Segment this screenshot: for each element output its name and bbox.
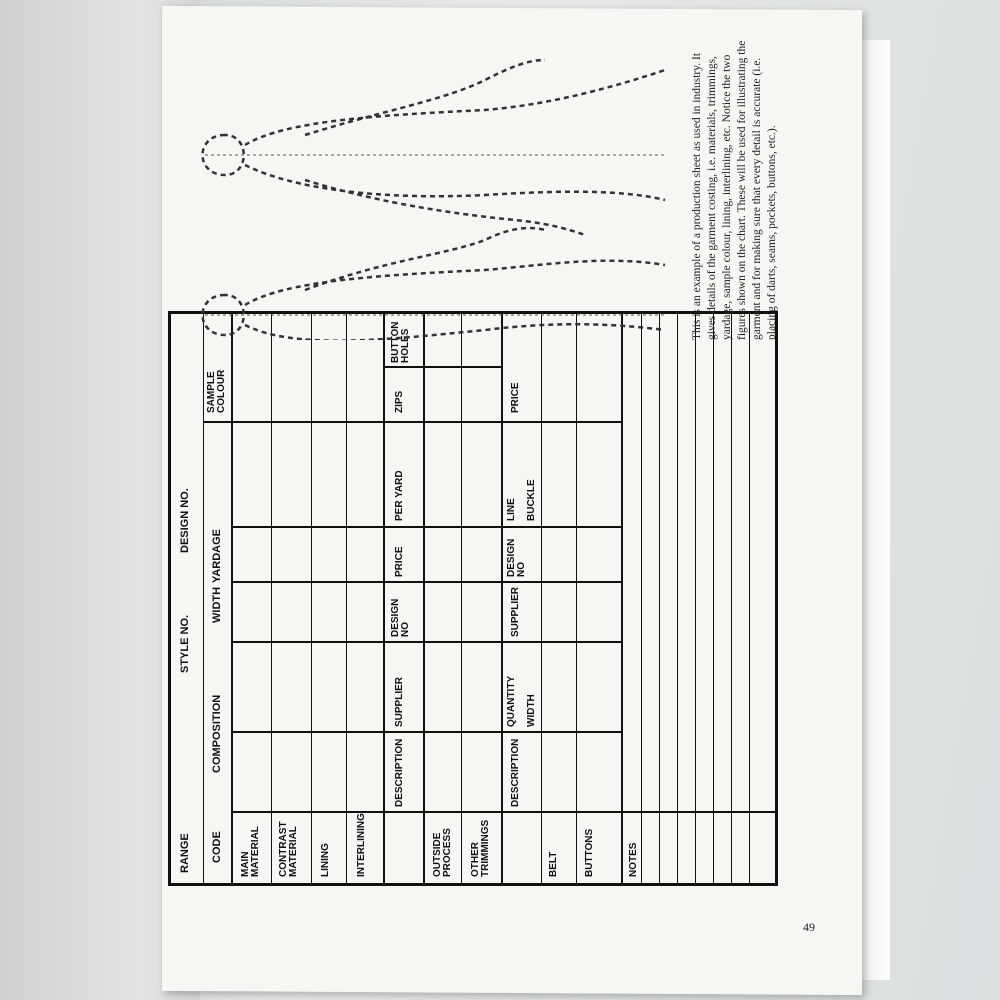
col-price-2: PRICE — [510, 382, 521, 413]
rule — [383, 641, 501, 643]
production-sheet-form — [168, 311, 778, 886]
rule — [501, 731, 621, 733]
row-label-lining: LINING — [320, 843, 331, 877]
notes-line — [695, 314, 696, 883]
rule — [501, 641, 621, 643]
notes-line — [713, 314, 714, 883]
caption: This is an example of a production sheet as used in industry. It gives details of the garment costing, i.e. materials, trimmings, yardage, sample colour, lining, interlining, etc. Notice the two figures shown on the chart. These will be used for illustrating the garment and for making sure that every detail is accurate (i.e. placing of darts, seams, pockets, buttons, etc.). — [691, 40, 778, 340]
rule — [501, 526, 621, 528]
page-number: 49 — [803, 920, 815, 934]
rule — [231, 731, 383, 733]
rule — [311, 314, 312, 883]
rule — [383, 421, 501, 423]
row-label-main-material: MAIN MATERIAL — [240, 826, 261, 877]
rule — [383, 366, 501, 368]
rule — [501, 421, 621, 423]
row-label-notes: NOTES — [628, 842, 639, 877]
caption-text-block — [690, 40, 780, 340]
row-label-other-trimmings: OTHER TRIMMINGS — [470, 819, 491, 877]
rule — [203, 421, 383, 423]
code-label: CODE — [211, 831, 223, 863]
col-quantity: QUANTITY — [506, 675, 517, 727]
rule — [383, 526, 501, 528]
rule — [231, 526, 383, 528]
col-design-no: DESIGN NO — [390, 598, 411, 637]
rule — [501, 581, 621, 583]
rule — [461, 314, 462, 883]
style-no-label: STYLE NO. — [179, 614, 191, 673]
back-figure — [203, 60, 666, 235]
rule — [203, 314, 204, 883]
rule — [271, 314, 272, 883]
col-per-yard: PER YARD — [394, 470, 405, 521]
rule — [383, 731, 501, 733]
width-label: WIDTH — [211, 586, 223, 623]
col-zips: ZIPS — [394, 390, 405, 413]
row-label-contrast-material: CONTRAST MATERIAL — [278, 821, 299, 877]
notes-line — [677, 314, 678, 883]
notes-line — [659, 314, 660, 883]
range-label: RANGE — [179, 833, 191, 873]
col-line: LINE — [506, 498, 517, 521]
rule — [383, 581, 501, 583]
notes-line — [731, 314, 732, 883]
rule — [423, 314, 425, 883]
col-supplier-2: SUPPLIER — [510, 586, 521, 637]
col-description-2: DESCRIPTION — [510, 738, 521, 807]
rule — [541, 314, 542, 883]
row-label-buttons: BUTTONS — [584, 828, 595, 877]
col-width: WIDTH — [526, 694, 537, 727]
row-label-outside-process: OUTSIDE PROCESS — [432, 828, 453, 877]
composition-label: COMPOSITION — [211, 694, 223, 773]
rule — [346, 314, 347, 883]
col-button-holes: BUTTON HOLES — [390, 321, 411, 363]
rule — [231, 581, 383, 583]
design-no-label: DESIGN NO. — [179, 488, 191, 553]
notes-line — [641, 314, 642, 883]
rule — [576, 314, 577, 883]
rotated-page-content — [168, 321, 1000, 936]
notes-line — [749, 314, 750, 883]
rule — [501, 314, 503, 883]
col-buckle: BUCKLE — [526, 479, 537, 521]
sample-colour-label: SAMPLE COLOUR — [206, 369, 227, 413]
yardage-label: YARDAGE — [211, 529, 223, 583]
rule — [621, 314, 623, 883]
rule — [383, 314, 385, 883]
rule — [231, 314, 233, 883]
front-figure — [203, 228, 666, 340]
rule — [231, 811, 776, 813]
col-design-no-2: DESIGN NO — [506, 538, 527, 577]
col-supplier: SUPPLIER — [394, 676, 405, 727]
col-price: PRICE — [394, 546, 405, 577]
col-description: DESCRIPTION — [394, 738, 405, 807]
croquis-figures-outline — [185, 40, 685, 340]
row-label-interlining: INTERLINING — [356, 813, 367, 877]
row-label-belt: BELT — [548, 851, 559, 877]
rule — [231, 641, 383, 643]
